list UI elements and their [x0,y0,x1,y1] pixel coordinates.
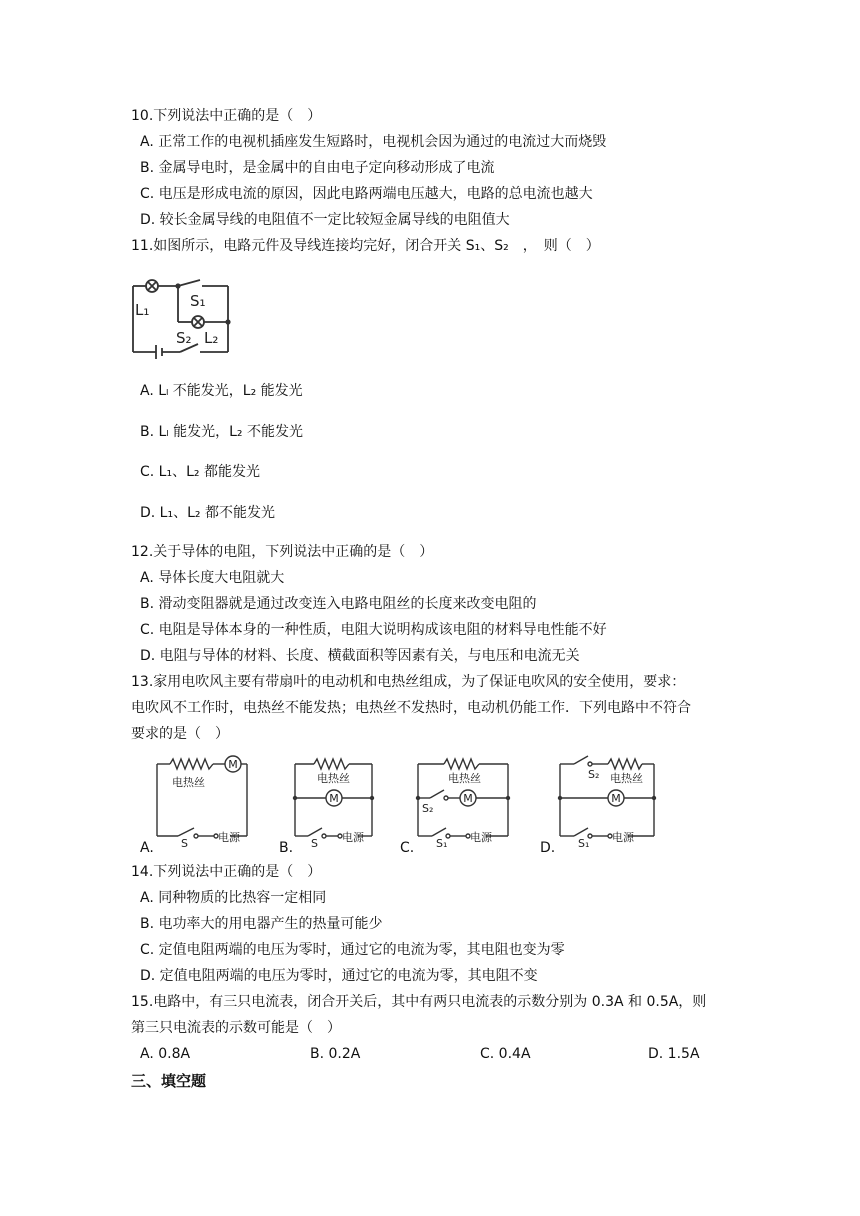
q13a-heater-label: 电热丝 [172,776,205,789]
q10-option-d: D. 较长金属导线的电阻值不一定比较短金属导线的电阻值大 [140,212,510,228]
q13-stem-line-2: 电吹风不工作时，电热丝不能发热；电热丝不发热时，电动机仍能工作．下列电路中不符合 [131,700,691,716]
q12-option-a: A. 导体长度大电阻就大 [140,570,285,586]
q14-option-b: B. 电功率大的用电器产生的热量可能少 [140,916,383,932]
q13-option-a-letter: A. [140,840,154,856]
q11-label-s1: S₁ [190,292,206,310]
q15-option-d: D. 1.5A [648,1046,700,1062]
q13d-motor-label: M [611,792,621,805]
q13c-heater-label: 电热丝 [448,772,481,785]
q13c-s2-label: S₂ [422,802,434,815]
q15-stem-line-1: 15.电路中，有三只电流表，闭合开关后，其中有两只电流表的示数分别为 0.3A 和 0.5A，则 [131,994,707,1010]
q13b-source-label: 电源 [342,831,364,844]
q12-option-c: C. 电阻是导体本身的一种性质，电阻大说明构成该电阻的材料导电性能不好 [140,622,607,638]
q13c-source-label: 电源 [470,831,492,844]
section-heading-fill-in: 三、填空题 [131,1072,207,1090]
q13-circuit-c [414,752,514,848]
q14-option-a: A. 同种物质的比热容一定相同 [140,890,327,906]
q13-stem-line-1: 13.家用电吹风主要有带扇叶的电动机和电热丝组成，为了保证电吹风的安全使用，要求： [131,674,686,690]
q13c-s1-label: S₁ [436,837,448,848]
q12-stem: 12.关于导体的电阻，下列说法中正确的是（ ） [131,544,434,560]
q11-stem: 11.如图所示，电路元件及导线连接均完好，闭合开关 S₁、S₂ ， 则（ ） [131,238,600,254]
q14-option-d: D. 定值电阻两端的电压为零时，通过它的电流为零，其电阻不变 [140,968,538,984]
q12-option-d: D. 电阻与导体的材料、长度、横截面积等因素有关，与电压和电流无关 [140,648,580,664]
q15-option-b: B. 0.2A [310,1046,361,1062]
q11-label-l1: L₁ [135,301,150,319]
q13a-switch-label: S [181,837,188,848]
q12-option-b: B. 滑动变阻器就是通过改变连入电路电阻丝的长度来改变电阻的 [140,596,537,612]
q10-option-c: C. 电压是形成电流的原因，因此电路两端电压越大，电路的总电流也越大 [140,186,593,202]
q11-label-l2: L₂ [204,329,219,347]
q15-option-c: C. 0.4A [480,1046,531,1062]
q11-label-s2: S₂ [176,329,192,347]
q15-stem-line-2: 第三只电流表的示数可能是（ ） [131,1020,341,1036]
q13d-s1-label: S₁ [578,837,590,848]
q11-option-d: D. L₁、L₂ 都不能发光 [140,505,275,521]
q13b-motor-label: M [329,792,339,805]
q13-option-b-letter: B. [279,840,294,856]
q13b-switch-label: S [311,837,318,848]
q13d-heater-label: 电热丝 [610,772,643,785]
q13a-motor-label: M [228,758,238,771]
q13-option-d-letter: D. [540,840,556,856]
q13b-heater-label: 电热丝 [317,772,350,785]
q13d-s2-label: S₂ [588,768,600,781]
q13-circuit-b [292,752,380,848]
q14-option-c: C. 定值电阻两端的电压为零时，通过它的电流为零，其电阻也变为零 [140,942,565,958]
q13d-source-label: 电源 [612,831,634,844]
q13a-source-label: 电源 [218,831,240,844]
q10-option-a: A. 正常工作的电视机插座发生短路时，电视机会因为通过的电流过大而烧毁 [140,134,607,150]
q11-option-a: A. Lₗ 不能发光，L₂ 能发光 [140,383,303,399]
q10-option-b: B. 金属导电时，是金属中的自由电子定向移动形成了电流 [140,160,495,176]
q13-stem-line-3: 要求的是（ ） [131,726,229,742]
q11-option-b: B. Lₗ 能发光，L₂ 不能发光 [140,424,303,440]
q14-stem: 14.下列说法中正确的是（ ） [131,864,322,880]
q13-circuit-a [152,752,252,848]
q13c-motor-label: M [463,792,473,805]
q10-stem: 10.下列说法中正确的是（ ） [131,108,322,124]
q11-option-c: C. L₁、L₂ 都能发光 [140,464,260,480]
q13-circuit-d [556,752,660,848]
q15-option-a: A. 0.8A [140,1046,191,1062]
q13-option-c-letter: C. [400,840,415,856]
q11-circuit-diagram [130,278,236,360]
